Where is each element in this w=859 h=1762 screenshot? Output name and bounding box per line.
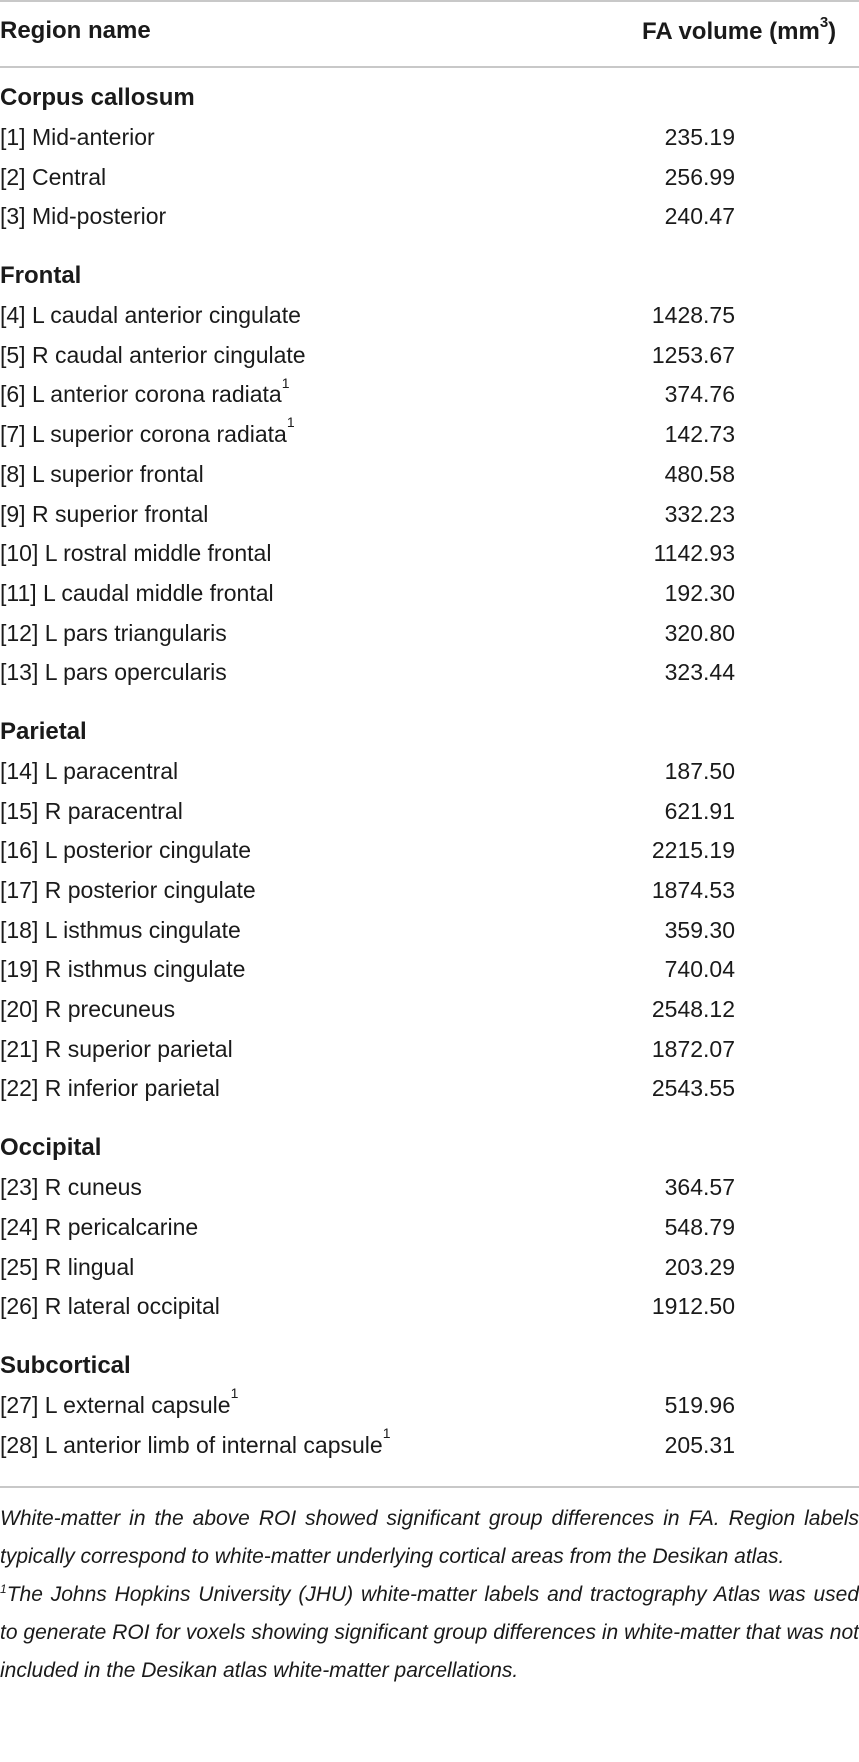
fa-volume-cell: 359.30	[664, 916, 735, 943]
footnote-ref	[0, 1576, 859, 1690]
region-name-cell	[0, 831, 251, 871]
table-row	[0, 614, 859, 654]
fa-volume-cell: 1872.07	[651, 1035, 735, 1062]
row-group	[0, 712, 859, 1109]
fa-volume-cell: 2215.19	[651, 837, 735, 864]
header-region-name: Region name	[0, 17, 151, 44]
region-name-cell	[0, 1426, 391, 1466]
region-name-cell	[0, 614, 227, 654]
fa-volume-cell: 548.79	[664, 1213, 735, 1240]
header-rule	[0, 66, 859, 68]
table-row	[0, 158, 859, 198]
table-row	[0, 197, 859, 237]
region-name-cell	[0, 455, 204, 495]
region-name-text: [28] L anterior limb of internal capsule	[0, 1431, 383, 1458]
table-row	[0, 118, 859, 158]
fa-volume-cell: 1428.75	[651, 302, 735, 329]
fa-volume-cell: 1874.53	[651, 877, 735, 903]
fa-volume-cell: 1912.50	[651, 1293, 735, 1320]
table-footnotes	[0, 1500, 859, 1690]
region-name-text: [15] R paracentral	[0, 797, 183, 824]
group-spacer	[0, 237, 859, 256]
fa-volume-cell: 2548.12	[651, 996, 735, 1023]
table-row	[0, 296, 859, 336]
table-row	[0, 831, 859, 871]
bottom-rule	[0, 1486, 859, 1488]
fa-volume-cell: 740.04	[664, 956, 735, 983]
fa-volume-cell: 1142.93	[653, 540, 735, 567]
fa-volume-cell: 240.47	[664, 203, 735, 230]
region-name-text: [18] L isthmus cingulate	[0, 916, 241, 943]
table-row	[0, 415, 859, 455]
fa-volume-cell: 2543.55	[651, 1075, 735, 1102]
table-row	[0, 1069, 859, 1109]
fa-volume-cell: 205.31	[664, 1431, 735, 1458]
header-fa-close: )	[828, 18, 837, 45]
region-name-text: [27] L external capsule	[0, 1391, 231, 1418]
table-row	[0, 1248, 859, 1288]
group-title: Parietal	[0, 717, 87, 745]
region-name-text: [2] Central	[0, 163, 107, 190]
region-name-cell	[0, 534, 271, 574]
fa-volume-cell: 203.29	[664, 1253, 735, 1280]
region-name-text: [21] R superior parietal	[0, 1035, 233, 1062]
table-header	[0, 0, 859, 66]
region-name-cell	[0, 197, 166, 237]
region-name-text: [7] L superior corona radiata	[0, 421, 287, 448]
region-name-text: [13] L pars opercularis	[0, 659, 227, 686]
region-name-cell	[0, 1287, 220, 1327]
fa-volume-cell: 192.30	[664, 579, 735, 606]
fa-volume-cell: 187.50	[664, 757, 735, 784]
group-title: Subcortical	[0, 1351, 131, 1379]
table-row	[0, 495, 859, 535]
fa-volume-cell: 1253.67	[651, 341, 735, 368]
region-name-cell	[0, 118, 155, 158]
footnote-ref-text: The Johns Hopkins University (JHU) white-matter labels and tractography Atlas was used to generate ROI for voxels showing significant group differences in white-matter that was not included in the Desikan atlas white-matter parcellations.	[0, 1583, 859, 1682]
region-name-text: [24] R pericalcarine	[0, 1213, 199, 1240]
fa-volume-cell: 621.91	[664, 797, 735, 824]
group-title: Frontal	[0, 262, 82, 290]
region-name-text: [23] R cuneus	[0, 1174, 142, 1201]
table-row	[0, 950, 859, 990]
region-name-text: [10] L rostral middle frontal	[0, 540, 272, 567]
table-row	[0, 653, 859, 693]
region-name-cell	[0, 1386, 238, 1426]
table-row	[0, 1287, 859, 1327]
row-group	[0, 1128, 859, 1327]
fa-volume-cell: 323.44	[664, 659, 735, 686]
region-name-cell	[0, 1208, 198, 1248]
table-row	[0, 1386, 859, 1426]
table-row	[0, 336, 859, 376]
table-body	[0, 78, 859, 1465]
fa-volume-cell: 480.58	[664, 460, 735, 487]
region-name-cell	[0, 336, 306, 376]
row-group	[0, 1346, 859, 1465]
region-name-text: [25] R lingual	[0, 1253, 135, 1280]
region-name-text: [9] R superior frontal	[0, 500, 209, 527]
table-row	[0, 990, 859, 1030]
footnote-note: White-matter in the above ROI showed significant group differences in FA. Region labels typically correspond to white-matter underlying cortical areas from the Desikan atlas.	[0, 1507, 859, 1568]
region-name-cell	[0, 950, 245, 990]
region-name-text: [20] R precuneus	[0, 996, 176, 1023]
region-name-cell	[0, 1168, 142, 1208]
table-row	[0, 375, 859, 415]
footnote-ref-sup: 1	[0, 1582, 7, 1596]
region-name-text: [14] L paracentral	[0, 757, 179, 784]
fa-volume-cell: 256.99	[664, 163, 735, 190]
group-title: Corpus callosum	[0, 84, 195, 111]
fa-volume-cell: 332.23	[664, 500, 735, 527]
region-name-cell	[0, 296, 301, 336]
region-name-cell	[0, 990, 175, 1030]
region-footnote-marker: 1	[286, 414, 295, 431]
region-name-cell	[0, 792, 183, 832]
region-footnote-marker: 1	[230, 1385, 239, 1402]
table-row	[0, 534, 859, 574]
region-name-text: [6] L anterior corona radiata	[0, 381, 282, 408]
region-name-text: [1] Mid-anterior	[0, 124, 155, 150]
fa-volume-cell: 142.73	[664, 421, 735, 448]
region-name-cell	[0, 495, 208, 535]
region-name-text: [19] R isthmus cingulate	[0, 956, 246, 983]
group-spacer	[0, 693, 859, 712]
region-name-text: [4] L caudal anterior cingulate	[0, 302, 301, 329]
table-row	[0, 1208, 859, 1248]
region-name-text: [12] L pars triangularis	[0, 619, 227, 646]
region-name-cell	[0, 752, 178, 792]
fa-volume-cell: 364.57	[664, 1174, 735, 1201]
table-row	[0, 871, 859, 911]
region-footnote-marker: 1	[281, 374, 290, 391]
region-name-text: [3] Mid-posterior	[0, 203, 167, 230]
fa-volume-cell: 374.76	[664, 381, 735, 408]
header-fa-sup: 3	[819, 14, 829, 31]
region-name-cell	[0, 653, 227, 693]
table-row	[0, 1168, 859, 1208]
region-name-text: [5] R caudal anterior cingulate	[0, 341, 306, 368]
table-row	[0, 455, 859, 495]
region-name-cell	[0, 574, 274, 614]
region-name-text: [26] R lateral occipital	[0, 1293, 220, 1320]
region-name-cell	[0, 1069, 220, 1109]
fa-volume-cell: 320.80	[664, 619, 735, 646]
fa-volume-cell: 235.19	[664, 124, 735, 150]
table-row	[0, 792, 859, 832]
group-spacer	[0, 1327, 859, 1346]
table-row	[0, 1030, 859, 1070]
region-name-text: [8] L superior frontal	[0, 460, 204, 487]
region-name-text: [11] L caudal middle frontal	[0, 579, 274, 606]
region-name-cell	[0, 1248, 134, 1288]
region-name-cell	[0, 158, 106, 198]
group-spacer	[0, 1109, 859, 1128]
table-row	[0, 911, 859, 951]
region-name-cell	[0, 375, 290, 415]
region-name-text: [16] L posterior cingulate	[0, 837, 252, 864]
row-group	[0, 256, 859, 693]
row-group	[0, 78, 859, 237]
region-name-cell	[0, 415, 295, 455]
region-name-cell	[0, 911, 241, 951]
group-title: Occipital	[0, 1134, 102, 1162]
header-fa-text: FA volume (mm	[642, 18, 820, 45]
region-footnote-marker: 1	[382, 1424, 391, 1441]
header-fa-volume	[642, 14, 837, 46]
fa-volume-cell: 519.96	[664, 1391, 735, 1418]
table-row	[0, 752, 859, 792]
region-name-text: [22] R inferior parietal	[0, 1075, 220, 1102]
table-row	[0, 574, 859, 614]
region-name-text: [17] R posterior cingulate	[0, 877, 256, 903]
region-name-cell	[0, 1030, 233, 1070]
table-row	[0, 1426, 859, 1466]
region-name-cell	[0, 871, 256, 911]
